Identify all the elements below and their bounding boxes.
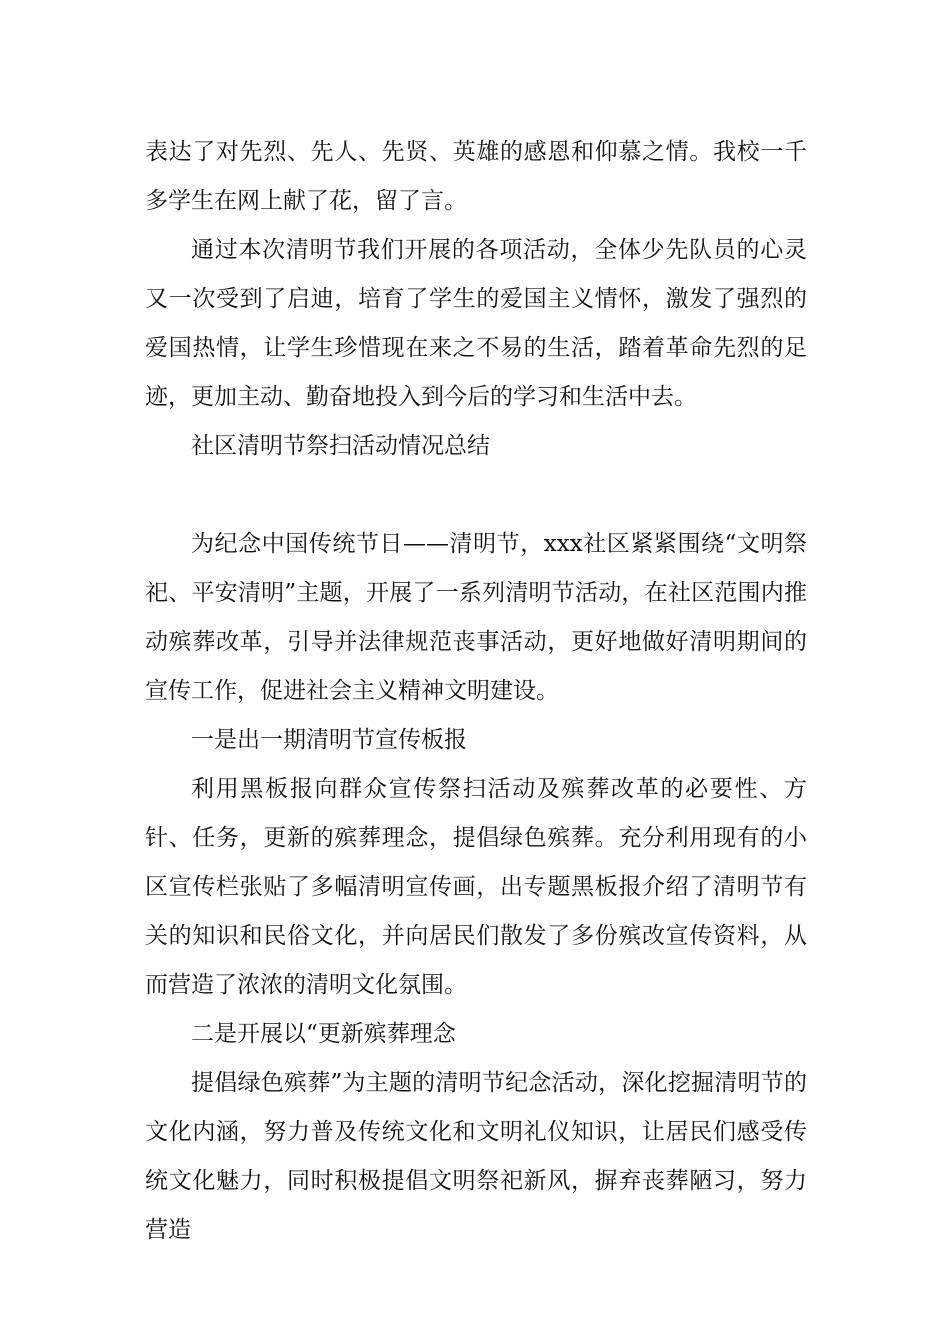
subheading-two: 二是开展以“更新殡葬理念 xyxy=(191,1021,456,1047)
section-heading: 社区清明节祭扫活动情况总结 xyxy=(191,433,490,459)
paragraph-activities-summary: 通过本次清明节我们开展的各项活动，全体少先队员的心灵又一次受到了启迪，培育了学生的爱国主义情怀，激发了强烈的爱国热情，让学生珍惜现在来之不易的生活，踏着革命先烈的足迹，更加主动、勤奋地投入到今后的学习和生活中去。 xyxy=(145,237,807,410)
blank-line xyxy=(145,471,807,520)
document-body xyxy=(145,128,807,1255)
paragraph-intro: 为纪念中国传统节日——清明节，xxx社区紧紧围绕“文明祭祀、平安清明”主题，开展了一系列清明节活动，在社区范围内推动殡葬改革，引导并法律规范丧事活动，更好地做好清明期间的宣传工作，促进社会主义精神文明建设。 xyxy=(145,531,807,704)
subheading-one: 一是出一期清明节宣传板报 xyxy=(191,727,467,753)
paragraph-continuation: 表达了对先烈、先人、先贤、英雄的感恩和仰慕之情。我校一千多学生在网上献了花，留了言。 xyxy=(145,139,807,214)
paragraph-green-burial: 提倡绿色殡葬”为主题的清明节纪念活动，深化挖掘清明节的文化内涵，努力普及传统文化和文明礼仪知识，让居民们感受传统文化魅力，同时积极提倡文明祭祀新风，摒弃丧葬陋习，努力营造 xyxy=(145,1070,807,1243)
paragraph-blackboard: 利用黑板报向群众宣传祭扫活动及殡葬改革的必要性、方针、任务，更新的殡葬理念，提倡绿色殡葬。充分利用现有的小区宣传栏张贴了多幅清明宣传画，出专题黑板报介绍了清明节有关的知识和民俗文化，并向居民们散发了多份殡改宣传资料，从而营造了浓浓的清明文化氛围。 xyxy=(145,776,807,998)
